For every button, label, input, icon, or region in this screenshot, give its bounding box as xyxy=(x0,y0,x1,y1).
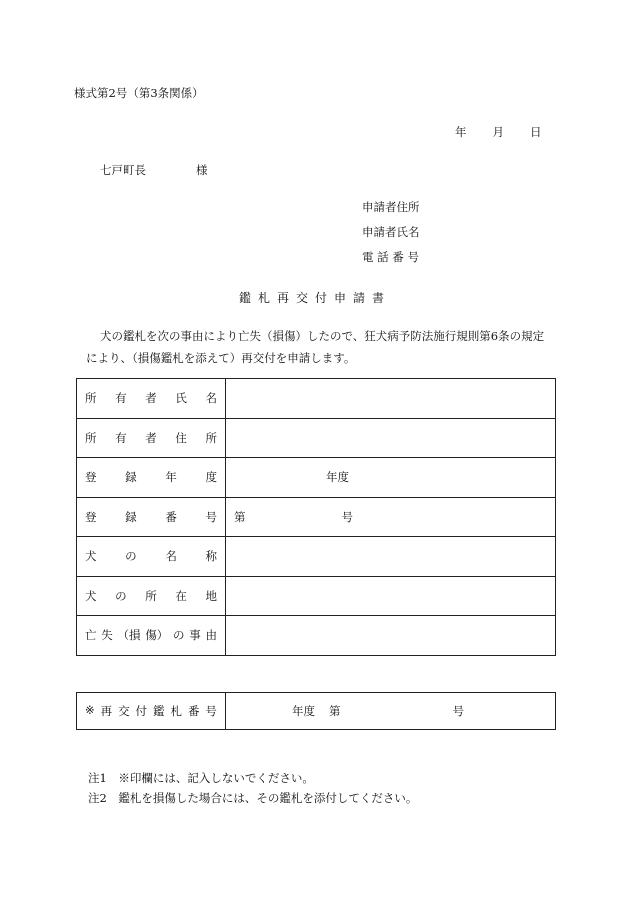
label-char: 在 xyxy=(175,588,187,603)
label-char: 所 xyxy=(145,588,157,603)
owner-address-field[interactable] xyxy=(226,418,556,458)
registration-number-field[interactable] xyxy=(226,497,556,537)
label-char: 所 xyxy=(85,391,97,406)
label-char: 名 xyxy=(205,391,217,406)
label-char: 名 xyxy=(165,549,177,564)
note-2: 注2 鑑札を損傷した場合には、その鑑札を添付してください。 xyxy=(88,791,418,805)
label-char: 者 xyxy=(145,430,157,445)
table-row xyxy=(77,418,556,458)
label-char: 犬 xyxy=(85,549,97,564)
registration-table xyxy=(76,378,556,656)
table-row xyxy=(77,576,556,616)
label-char: 番 xyxy=(165,509,177,524)
row-label xyxy=(77,497,226,537)
reissue-dai: 第 xyxy=(329,704,341,718)
label-char: 亡 xyxy=(85,628,97,643)
label-char: 録 xyxy=(125,470,137,485)
label-char: 住 xyxy=(175,430,187,445)
addressee-honorific: 様 xyxy=(196,163,208,177)
table-row xyxy=(77,497,556,537)
note-1: 注1 ※印欄には、記入しないでください。 xyxy=(88,771,314,785)
year-label: 年 xyxy=(455,125,467,139)
notes xyxy=(88,768,417,808)
label-char: 事 xyxy=(189,628,201,643)
label-char: 札 xyxy=(170,704,182,718)
table-row xyxy=(77,379,556,419)
row-label xyxy=(77,576,226,616)
label-char: の xyxy=(125,549,137,564)
label-char: 号 xyxy=(205,704,217,718)
label-char: の xyxy=(173,628,185,643)
label-char: 度 xyxy=(205,470,217,485)
reissue-go: 号 xyxy=(452,704,464,718)
body-line-1: 犬の鑑札を次の事由により亡失（損傷）したので、狂犬病予防法施行規則第6条の規定 xyxy=(100,329,545,343)
label-char: 登 xyxy=(85,470,97,485)
day-label: 日 xyxy=(530,125,542,139)
label-char: 付 xyxy=(135,704,148,718)
label-char: 鑑 xyxy=(153,704,165,718)
body-line-2: により、（損傷鑑札を添えて）再交付を申請します。 xyxy=(86,351,356,365)
addressee-name: 七戸町長 xyxy=(100,163,146,177)
reissue-table xyxy=(76,692,556,730)
label-char: 有 xyxy=(115,430,127,445)
table-row xyxy=(77,458,556,498)
label-char: 由 xyxy=(205,628,217,643)
row-label xyxy=(77,616,226,656)
label-char: 年 xyxy=(165,470,177,485)
addressee xyxy=(100,162,208,178)
table-row xyxy=(77,693,556,730)
applicant-name-label: 申請者氏名 xyxy=(362,225,420,239)
reissue-number-field[interactable] xyxy=(226,693,556,730)
owner-name-field[interactable] xyxy=(226,379,556,419)
label-char: 交 xyxy=(118,704,130,718)
applicant-address-label: 申請者住所 xyxy=(362,200,420,214)
label-char: 有 xyxy=(115,391,127,406)
table-row xyxy=(77,616,556,656)
label-char: 所 xyxy=(205,430,217,445)
document-title: 鑑札再交付申請書 xyxy=(238,291,391,305)
nendo-suffix: 年度 xyxy=(326,470,349,485)
label-char: 地 xyxy=(205,588,217,603)
label-char: 再 xyxy=(100,704,113,718)
loss-reason-field[interactable] xyxy=(226,616,556,656)
date-line xyxy=(455,124,542,140)
label-char: 失 xyxy=(101,628,113,643)
body-text xyxy=(86,325,566,369)
table-row xyxy=(77,537,556,577)
row-label xyxy=(77,379,226,419)
applicant-phone-label: 電 話 番 号 xyxy=(362,250,419,264)
label-char: の xyxy=(115,588,127,603)
row-label xyxy=(77,537,226,577)
reissue-label xyxy=(77,693,226,730)
row-label xyxy=(77,418,226,458)
label-char: 号 xyxy=(205,509,217,524)
number-prefix: 第 xyxy=(234,509,246,524)
label-char: （損 xyxy=(117,628,141,643)
label-char: 所 xyxy=(85,430,97,445)
month-label: 月 xyxy=(492,125,504,139)
label-char: 氏 xyxy=(175,391,187,406)
label-char: 者 xyxy=(145,391,157,406)
registration-year-field[interactable] xyxy=(226,458,556,498)
label-char: 録 xyxy=(125,509,137,524)
reissue-nendo: 年度 xyxy=(292,704,315,718)
label-char: 登 xyxy=(85,509,97,524)
label-char: ※ xyxy=(85,703,95,717)
row-label xyxy=(77,458,226,498)
label-char: 傷） xyxy=(145,628,169,643)
number-suffix: 号 xyxy=(341,509,353,524)
dog-location-field[interactable] xyxy=(226,576,556,616)
dog-name-field[interactable] xyxy=(226,537,556,577)
label-char: 犬 xyxy=(85,588,97,603)
form-reference: 様式第2号（第3条関係） xyxy=(74,86,204,100)
label-char: 番 xyxy=(187,704,200,718)
label-char: 称 xyxy=(205,549,217,564)
